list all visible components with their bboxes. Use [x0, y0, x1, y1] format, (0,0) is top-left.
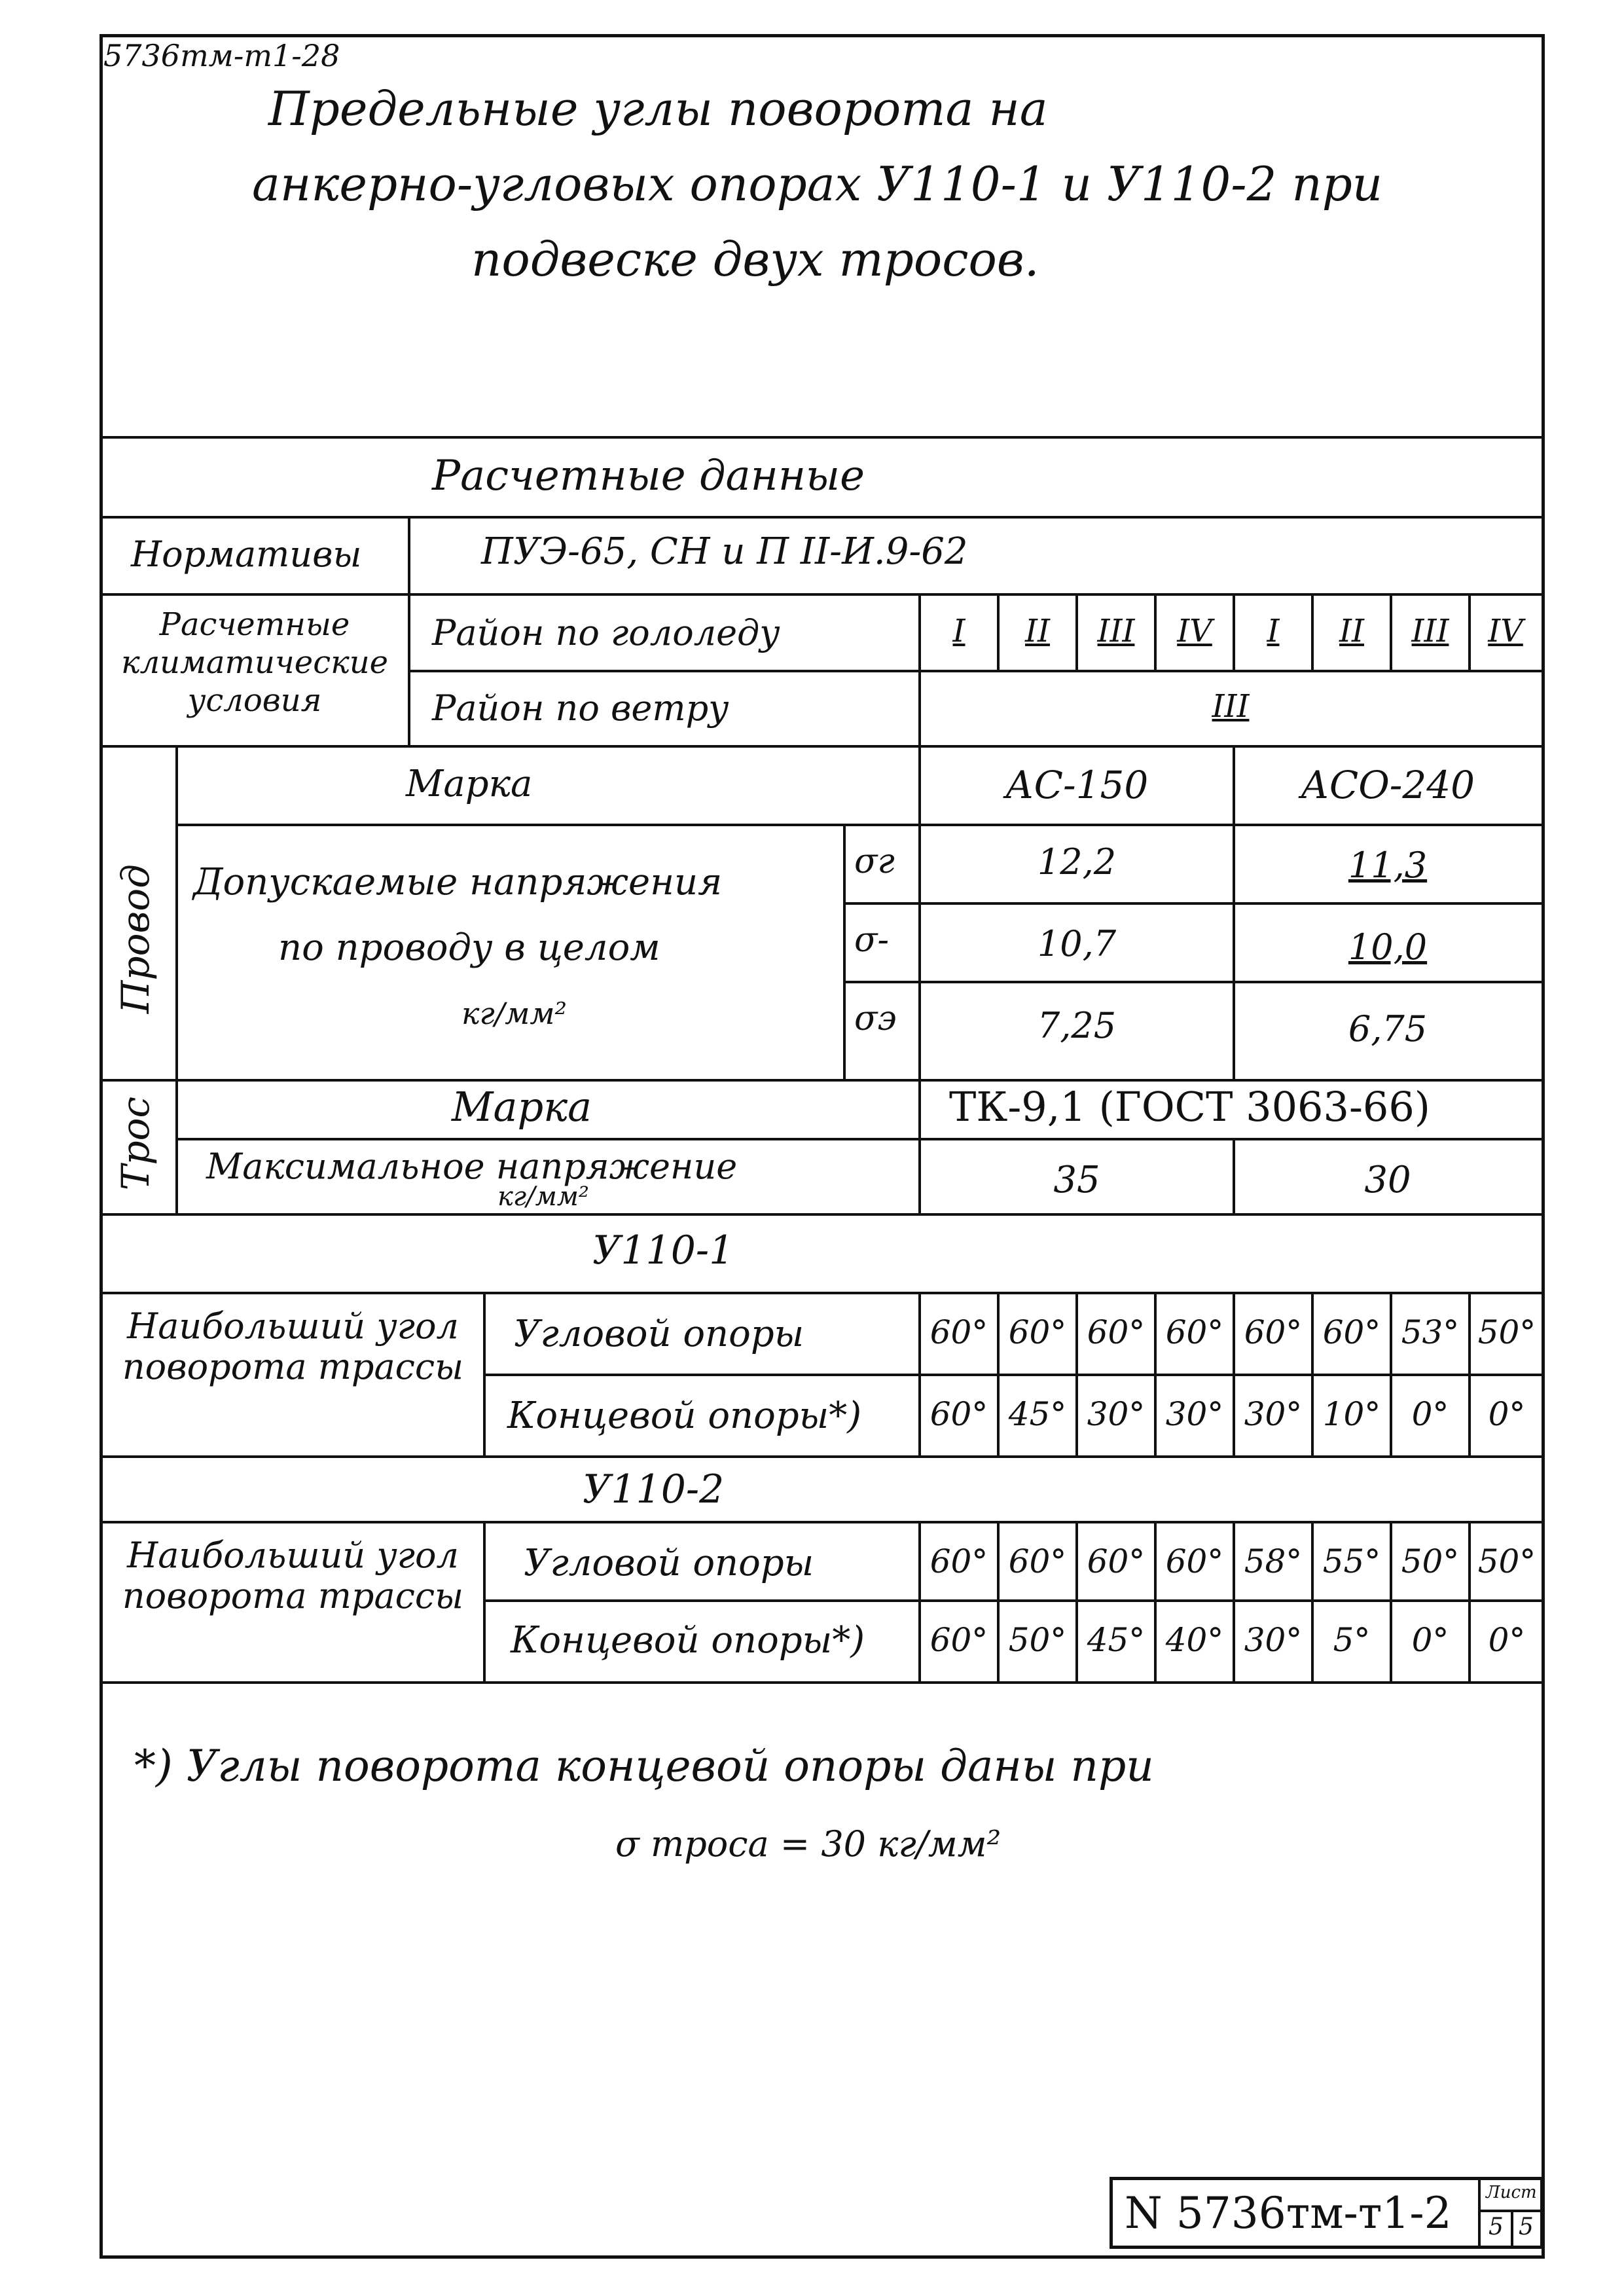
stress-value-1-2: 11,3 [1348, 845, 1428, 886]
stress-value-2-1: 10,7 [1037, 923, 1117, 964]
t2-r1-c2: 60° [1008, 1542, 1067, 1580]
t2-r2-c4: 40° [1165, 1621, 1224, 1659]
stress-value-3-2: 6,75 [1348, 1008, 1428, 1049]
design-data-header: Расчетные данные [432, 452, 865, 500]
stress-value-1-1: 12,2 [1037, 841, 1117, 883]
sheet-stamp [1110, 2177, 1543, 2249]
footnote-line-1: *) Углы поворота концевой опоры даны при [134, 1741, 1154, 1791]
t1-r2-c6: 10° [1322, 1395, 1381, 1433]
t1-r1-c6: 60° [1322, 1313, 1381, 1351]
wire-brand-label: Марка [406, 763, 533, 805]
max-stress-unit: кг/мм² [497, 1182, 589, 1212]
stress-value-2-2: 10,0 [1348, 926, 1428, 968]
table-2-title: У110-2 [583, 1467, 725, 1512]
t2-r1-c8: 50° [1477, 1542, 1536, 1580]
wire-brand-1: АС-150 [1005, 763, 1149, 807]
t1-r1-c8: 50° [1477, 1313, 1536, 1351]
t1-r2-c2: 45° [1008, 1395, 1067, 1433]
ice-region-3: III [1097, 613, 1135, 649]
t2-r2-c3: 45° [1087, 1621, 1146, 1659]
t2-r2-c1: 60° [929, 1621, 988, 1659]
t1-r2-c7: 0° [1411, 1395, 1449, 1433]
stress-symbol-1: σг [854, 842, 895, 881]
max-stress-value-1: 35 [1053, 1159, 1100, 1201]
ice-region-2: II [1025, 613, 1050, 649]
stamp-number: N 5736тм-т1-2 [1125, 2188, 1452, 2238]
t2-r2-c6: 5° [1333, 1621, 1371, 1659]
stamp-sheet-label: Лист [1486, 2183, 1537, 2202]
t2-r2-c5: 30° [1244, 1621, 1303, 1659]
t1-r1-c7: 53° [1401, 1313, 1460, 1351]
t1-r1-c3: 60° [1087, 1313, 1146, 1351]
table-2-corner-label: Угловой опоры [524, 1542, 814, 1584]
t2-r1-c4: 60° [1165, 1542, 1224, 1580]
climate-label: Расчетные климатические условия [120, 606, 389, 719]
t2-r1-c3: 60° [1087, 1542, 1146, 1580]
t1-r1-c1: 60° [929, 1313, 988, 1351]
t2-r1-c1: 60° [929, 1542, 988, 1580]
title-line-2: анкерно-угловых опорах У110-1 и У110-2 при [252, 156, 1383, 211]
ice-label: Район по гололеду [432, 612, 780, 653]
footnote-line-2: σ троса = 30 кг/мм² [615, 1823, 1001, 1865]
t2-r2-c2: 50° [1008, 1621, 1067, 1659]
wind-label: Район по ветру [432, 687, 729, 729]
cable-brand-label: Марка [452, 1083, 592, 1131]
t1-r2-c1: 60° [929, 1395, 988, 1433]
stamp-sheet-box [1478, 2180, 1543, 2246]
stamp-sheets: 5 [1519, 2214, 1534, 2240]
ice-region-8: IV [1488, 613, 1523, 649]
t2-r2-c7: 0° [1411, 1621, 1449, 1659]
title-line-3: подвеске двух тросов. [471, 232, 1039, 287]
t1-r2-c3: 30° [1087, 1395, 1146, 1433]
table-1-title: У110-1 [592, 1228, 734, 1273]
t1-r2-c5: 30° [1244, 1395, 1303, 1433]
t1-r1-c2: 60° [1008, 1313, 1067, 1351]
stress-label-2: по проводу в целом [278, 926, 660, 969]
t2-r1-c5: 58° [1244, 1542, 1303, 1580]
wire-brand-2: АСО-240 [1300, 763, 1475, 807]
stress-label-1: Допускаемые напряжения [193, 861, 723, 903]
t1-r2-c4: 30° [1165, 1395, 1224, 1433]
max-stress-value-2: 30 [1364, 1159, 1411, 1201]
t2-r2-c8: 0° [1488, 1621, 1526, 1659]
ice-region-4: IV [1177, 613, 1212, 649]
stress-symbol-3: σэ [854, 999, 897, 1038]
ice-region-5: I [1267, 613, 1280, 649]
table-2-row-label: Наибольший угол поворота трассы [122, 1535, 464, 1616]
norms-value: ПУЭ-65, СН и П II-И.9-62 [481, 530, 968, 573]
t2-r1-c6: 55° [1322, 1542, 1381, 1580]
doc-code: 5736тм-т1-28 [103, 38, 340, 73]
stamp-sheet: 5 [1489, 2214, 1504, 2240]
table-2-end-label: Концевой опоры*) [511, 1619, 865, 1662]
ice-region-7: III [1411, 613, 1449, 649]
ice-region-1: I [952, 613, 965, 649]
table-1-row-label: Наибольший угол поворота трассы [122, 1305, 464, 1387]
wire-group-label: Провод [113, 864, 158, 1014]
cable-brand-value: ТК-9,1 (ГОСТ 3063-66) [949, 1083, 1430, 1131]
t1-r2-c8: 0° [1488, 1395, 1526, 1433]
t1-r1-c4: 60° [1165, 1313, 1224, 1351]
t2-r1-c7: 50° [1401, 1542, 1460, 1580]
ice-region-6: II [1339, 613, 1364, 649]
norms-label: Нормативы [131, 534, 362, 575]
stress-symbol-2: σ- [854, 920, 890, 960]
table-1-corner-label: Угловой опоры [514, 1313, 804, 1355]
stress-unit: кг/мм² [461, 996, 567, 1031]
cable-group-label: Трос [113, 1097, 158, 1191]
max-stress-label: Максимальное напряжение [206, 1146, 738, 1187]
t1-r1-c5: 60° [1244, 1313, 1303, 1351]
stress-value-3-1: 7,25 [1037, 1005, 1117, 1046]
title-line-1: Предельные углы поворота на [268, 81, 1048, 136]
wind-region: III [1212, 688, 1250, 725]
table-1-end-label: Концевой опоры*) [507, 1394, 862, 1437]
